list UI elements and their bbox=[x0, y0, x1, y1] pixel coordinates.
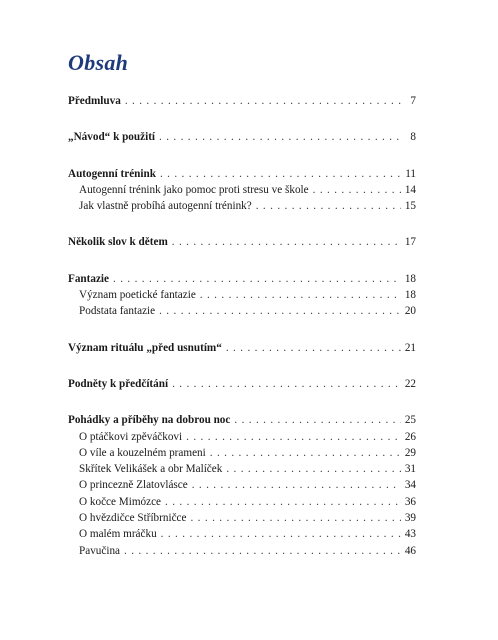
toc-subentry bbox=[68, 287, 416, 303]
dot-leader bbox=[256, 198, 401, 214]
toc-section bbox=[68, 129, 416, 145]
toc-subentry-page: 18 bbox=[404, 289, 416, 302]
toc-entry-page: 22 bbox=[404, 377, 416, 390]
dot-leader bbox=[113, 271, 401, 287]
toc-subentry-label: Autogenní trénink jako pomoc proti stresu ve škole bbox=[79, 183, 309, 196]
toc-subentry-label: O hvězdičce Stříbrničce bbox=[79, 512, 187, 525]
toc-section bbox=[68, 340, 416, 356]
dot-leader bbox=[159, 129, 402, 145]
dot-leader bbox=[125, 93, 402, 109]
toc-entry-page: 7 bbox=[410, 95, 416, 107]
toc-entry-page: 18 bbox=[404, 272, 416, 285]
toc-section bbox=[68, 271, 416, 320]
toc-subentry bbox=[68, 461, 416, 477]
toc-subentry-page: 29 bbox=[404, 446, 416, 459]
toc-subentry-label: Podstata fantazie bbox=[79, 305, 156, 318]
toc-entry bbox=[68, 271, 416, 287]
toc-subentry-label: Význam poetické fantazie bbox=[79, 289, 196, 302]
toc-subentry-label: Jak vlastně probíhá autogenní trénink? bbox=[79, 200, 252, 213]
toc-entry-label: Pohádky a příběhy na dobrou noc bbox=[68, 414, 231, 427]
toc-entry-page: 17 bbox=[404, 236, 416, 249]
toc-entry bbox=[68, 340, 416, 356]
toc-section bbox=[68, 234, 416, 250]
dot-leader bbox=[234, 412, 400, 428]
dot-leader bbox=[192, 477, 401, 493]
toc-subentry-page: 39 bbox=[404, 512, 416, 525]
toc-entry bbox=[68, 234, 416, 250]
toc-entry-label: „Návod“ k použití bbox=[68, 131, 156, 144]
toc-subentry-label: Skřítek Velikášek a obr Malíček bbox=[79, 463, 223, 476]
toc-subentry-page: 14 bbox=[404, 183, 416, 196]
toc-subentry bbox=[68, 477, 416, 493]
toc-subentry bbox=[68, 526, 416, 542]
dot-leader bbox=[226, 461, 400, 477]
table-of-contents bbox=[68, 93, 416, 559]
dot-leader bbox=[200, 287, 401, 303]
toc-subentry bbox=[68, 303, 416, 319]
toc-entry-page: 11 bbox=[405, 167, 416, 180]
toc-entry bbox=[68, 129, 416, 145]
toc-entry-label: Několik slov k dětem bbox=[68, 236, 168, 249]
toc-subentry bbox=[68, 429, 416, 445]
toc-subentry bbox=[68, 182, 416, 198]
dot-leader bbox=[165, 494, 401, 510]
toc-subentry bbox=[68, 198, 416, 214]
dot-leader bbox=[313, 182, 401, 198]
dot-leader bbox=[161, 526, 401, 542]
toc-entry-page: 8 bbox=[410, 131, 416, 144]
toc-entry bbox=[68, 166, 416, 182]
toc-subentry-page: 31 bbox=[404, 463, 416, 476]
toc-section bbox=[68, 93, 416, 109]
toc-subentry-page: 20 bbox=[404, 305, 416, 318]
toc-subentry-page: 46 bbox=[404, 544, 416, 557]
dot-leader bbox=[226, 340, 401, 356]
dot-leader bbox=[124, 543, 401, 559]
toc-section bbox=[68, 412, 416, 559]
toc-subentry bbox=[68, 445, 416, 461]
dot-leader bbox=[186, 429, 401, 445]
toc-subentry-label: O ptáčkovi zpěváčkovi bbox=[79, 430, 183, 443]
toc-entry-label: Autogenní trénink bbox=[68, 167, 156, 180]
toc-entry bbox=[68, 376, 416, 392]
dot-leader bbox=[210, 445, 401, 461]
toc-subentry bbox=[68, 510, 416, 526]
dot-leader bbox=[160, 166, 401, 182]
toc-entry-label: Předmluva bbox=[68, 95, 121, 107]
toc-subentry-page: 43 bbox=[404, 528, 416, 541]
toc-subentry-label: O malém mráčku bbox=[79, 528, 157, 541]
toc-entry bbox=[68, 93, 416, 109]
toc-subentry bbox=[68, 543, 416, 559]
toc-subentry-page: 15 bbox=[404, 200, 416, 213]
toc-entry-label: Podněty k předčítání bbox=[68, 377, 169, 390]
page-title: Obsah bbox=[68, 50, 129, 75]
toc-subentry-page: 26 bbox=[404, 430, 416, 443]
dot-leader bbox=[172, 234, 401, 250]
toc-entry-label: Fantazie bbox=[68, 272, 110, 285]
toc-section bbox=[68, 376, 416, 392]
dot-leader bbox=[159, 303, 401, 319]
toc-subentry bbox=[68, 494, 416, 510]
toc-subentry-page: 36 bbox=[404, 495, 416, 508]
toc-subentry-label: O princezně Zlatovlásce bbox=[79, 479, 188, 492]
toc-section bbox=[68, 166, 416, 215]
toc-entry bbox=[68, 412, 416, 428]
dot-leader bbox=[172, 376, 401, 392]
dot-leader bbox=[190, 510, 400, 526]
toc-entry-label: Význam rituálu „před usnutím“ bbox=[68, 341, 222, 354]
toc-entry-page: 25 bbox=[404, 414, 416, 427]
toc-entry-page: 21 bbox=[404, 341, 416, 354]
toc-subentry-page: 34 bbox=[404, 479, 416, 492]
toc-subentry-label: Pavučina bbox=[79, 544, 121, 557]
toc-subentry-label: O kočce Mimózce bbox=[79, 495, 162, 508]
toc-subentry-label: O víle a kouzelném prameni bbox=[79, 446, 206, 459]
